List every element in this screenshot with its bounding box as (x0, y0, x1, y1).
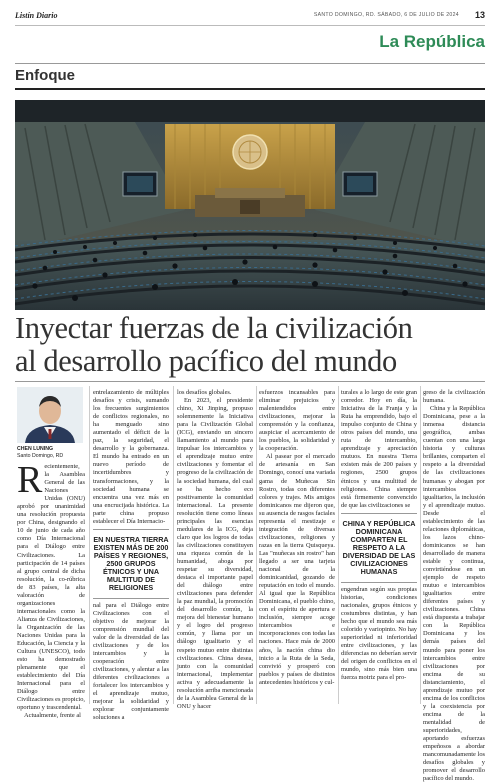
masthead-rule (15, 25, 485, 26)
paragraph-text: ecientemente, la Asamblea General de las Naciones Unidas (ONU) aprobó por unanimidad una resolución propuesta por China, designando el 10 de junio de cada año como Día Internacional para el Diálogo entre Civilizaciones. La participación de 14 países al grupo central de dicha resolución, la co-rúbrica de 83 países, la alta valoración de organizaciones internacionales como la Alianza de Civilizaciones, la Organización de las Naciones Unidas para la Educación, la Ciencia y la Cultura (UNESCO), todo esto ha demostrado plenamente que el establecimiento del Día Internacional para el Diálogo entre Civilizaciones es propicio, oportuno y trascendental. (17, 463, 85, 712)
paragraph: China y la República Dominicana, pese a la inmensa distancia geográfica, ambas cuentan con una larga historia y culturas brillantes, comparten el respeto a la diversidad de las civilizaciones humanas y abogan por intercambios igualitarios, la inclusión y el aprendizaje mutuo. Desde el establecimiento de las relaciones diplomáticas, los lazos chino-dominicanos se han desarrollado de manera estable y continua, convirtiéndose en un ejemplo de respeto mutuo e intercambios igualitarios entre diferentes países y civilizaciones. China está dispuesta a trabajar con la República Dominicana y los demás países del mundo para poner los intercambios entre civilizaciones por encima de su distanciamiento, el aprendizaje mutuo por encima de los conflictos y la coexistencia por encima de la mentalidad de superioridades, aportando esfuerzas empeñosos a abordar mancomunadamente los desafíos globales y promover el desarrollo pacífico del mundo. (423, 405, 485, 783)
column-separator (256, 386, 257, 704)
pullquote-rule (341, 513, 417, 514)
paragraph: turales a lo largo de este gran corredor. Hoy en día, la Iniciativa de la Franja y la Ruta ha emprendido, bajo el impulso conjunto de China y otros países del mundo, una ruta de intercambio, aprendizaje y apreciación mutuos. En nuestra Tierra existen más de 200 países y regiones, 2500 grupos étnicos y una multitud de religiones. China siempre está firmemente convencido de que las civilizaciones se (341, 389, 417, 509)
paragraph: En 2023, el presidente chino, Xi Jinping, propuso solemnemente la Iniciativa para la Civilización Global (ICG), enviando un sincero llamamiento al mundo para impulsar los intercambios y el aprendizaje mutuo entre civilizaciones y fomentar el progreso de la civilización de la sociedad humana, del cual se ha hecho eco positivamente la comunidad internacional. La presente resolución tiene como líneas principales las esencias medulares de la ICG, deja claro que los logros de todas las civilizaciones constituyen una riqueza común de la humanidad, aboga por respetar su diversidad, destaca el importante papel del diálogo entre civilizaciones para defender la paz mundial, la promoción del desarrollo común, la mejora del bienestar humano y el logro del progreso común, y llama por un diálogo igualitario y el respeto mutuo entre distintas civilizaciones. China desea, junto con la comunidad internacional, implementar activa y adecuadamente la resolución arriba mencionada de la Asamblea General de la ONU y hacer (177, 397, 253, 710)
pullquote-2: CHINA Y REPÚBLICA DOMINICANA COMPARTEN EL RESPETO A LA DIVERSIDAD DE LAS CIVILIZACIONES HUMANAS (342, 518, 416, 576)
pullquote-1: EN NUESTRA TIERRA EXISTEN MÁS DE 200 PAÍSES Y REGIONES, 2500 GRUPOS ÉTNICOS Y UNA MULTITUD DE RELIGIONES (93, 534, 169, 592)
paragraph: entrelazamiento de múltiples desafíos y crisis, sumando los frecuentes surgimientos de conflictos regionales, no ha menguado sino aumentado el déficit de la paz, la seguridad, el desarrollo y la gobernanza. El mundo ha entrado en un nuevo período de incertidumbres y transformaciones, y la sociedad humana se encuentra una vez más en una encrucijada histórica. La parte china propuso establecer el Día Internacio- (93, 389, 169, 525)
paragraph: nal para el Diálogo entre Civilizaciones con el objetivo de mejorar la comprensión mundial del valor de la diversidad de las civilizaciones y de los intercambios y la cooperación entre civilizaciones, y alentar a las diferentes civilizaciones a fortalecer los intercambios y el aprendizaje mutuo, mejorar la solidaridad y explorar conjuntamente soluciones a (93, 601, 169, 722)
section-title: La República (379, 32, 485, 51)
drop-cap: R (17, 459, 43, 501)
date-line: SANTO DOMINGO, RD. SÁBADO, 6 DE JULIO DE 2024 (313, 12, 459, 18)
publication-name: Listín Diario (15, 11, 58, 20)
paragraph: Al pasear por el mercado de artesanía en San Domingo, conocí una variada gama de Muñecas Sin Rostro, todas con diferentes colores y trajes. Mis amigos dominicanos me dijeron que, su ausencia de rasgos faciales representa el mestizaje e integración de diversas civilizaciones, religiones y razas en la tierra Quisqueya. Las "muñecas sin rostro" han llegado a ser una tarjeta nacional de la dominicanidad, gozando de reputación en todo el mundo. Al igual que la República Dominicana, el pueblo chino, con el espíritu de apertura e inclusión, siempre acoge intercambios e incorporaciones con todas las naciones. Hace más de 2000 años, la nación china dio inicio a la Ruta de la Seda, convivió y prosperó con pueblos y países de distintos antecedentes históricos y cul- (259, 453, 335, 686)
kicker-rule (15, 88, 485, 90)
pullquote-rule (93, 529, 169, 530)
column-separator (173, 386, 174, 704)
column-separator (420, 386, 421, 704)
headline-rule (15, 381, 485, 382)
paragraph: los desafíos globales. (177, 389, 232, 396)
paragraph: greso de la civilización humana. (423, 389, 485, 405)
article-column-1 (17, 459, 85, 721)
section-rule (15, 63, 485, 64)
author-portrait (17, 387, 83, 443)
paragraph: esfuerzos incansables para eliminar prejuicios y malentendidos entre civilizaciones, mejorar la comprensión y la confianza, auspiciar el acercamiento de los pueblos, la solidaridad y la cooperación. (259, 389, 335, 453)
pullquote-rule (93, 598, 169, 599)
paragraph: Actualmente, frente al (24, 712, 81, 720)
paragraph: engendran según sus propias historias, condiciones nacionales, grupos étnicos y costumbres distintas, y han hecho que el mundo sea más colorido y variopinto. No hay superioridad ni inferioridad entre civilizaciones, y las diferencias no deberían servir del origen de conflictos en el mundo, sino más bien una fuerza motriz para el pro- (341, 585, 417, 682)
column-separator (89, 386, 90, 704)
author-name: CHEN LUNING (17, 446, 54, 452)
article-column-4 (259, 389, 335, 687)
page-number: 13 (474, 10, 485, 20)
kicker: Enfoque (15, 67, 75, 84)
headline (15, 312, 485, 378)
article-column-6 (423, 389, 485, 783)
masthead (15, 11, 485, 25)
column-separator (338, 386, 339, 704)
article-column-3 (177, 389, 253, 711)
headline-line-1: Inyectar fuerzas de la civilización (15, 311, 413, 345)
headline-line-2: al desarrollo pacífico del mundo (15, 344, 397, 378)
author-location: Santo Domingo, RD (17, 453, 64, 459)
article-column-5 (341, 389, 417, 682)
paragraph (17, 459, 85, 712)
article-column-2 (93, 389, 169, 723)
pullquote-rule (341, 582, 417, 583)
assembly-hall-photo (15, 100, 485, 310)
